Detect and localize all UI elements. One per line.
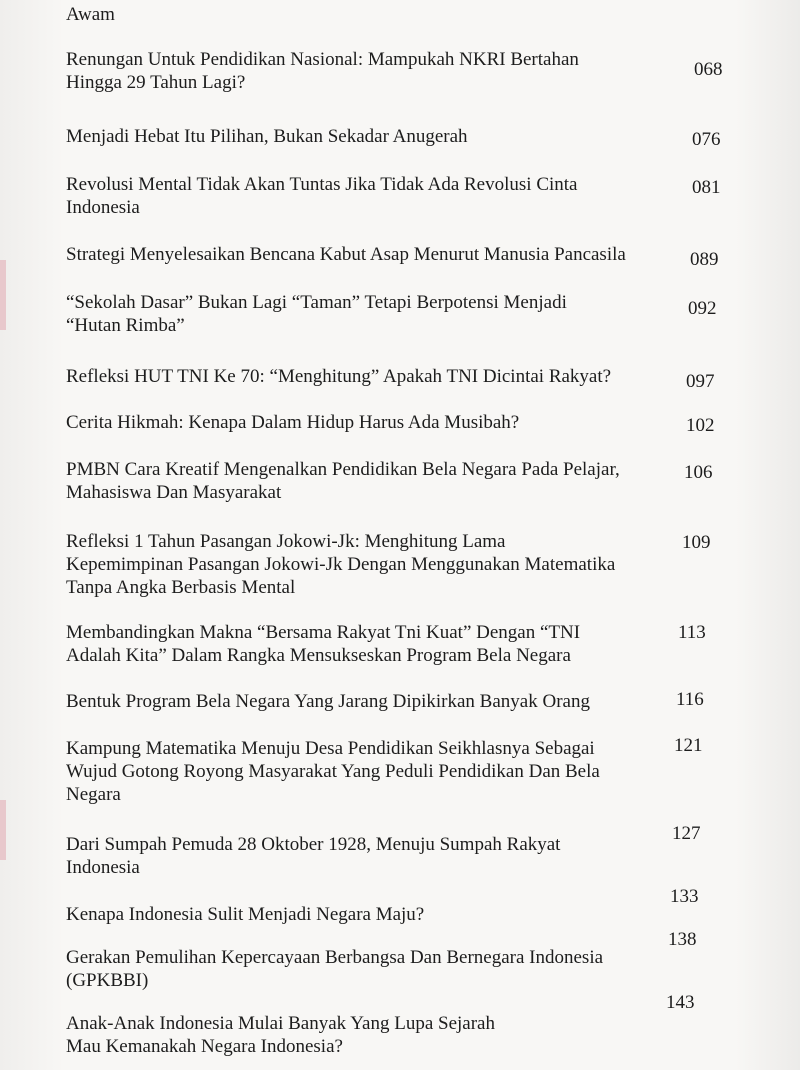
toc-entry — [66, 411, 686, 434]
toc-entry-title: Indonesia — [66, 857, 140, 878]
toc-page-number: 133 — [670, 886, 699, 907]
toc-entry — [66, 365, 686, 388]
toc-entry-title: Revolusi Mental Tidak Akan Tuntas Jika Tidak Ada Revolusi Cinta — [66, 174, 578, 195]
toc-entry-title: Kampung Matematika Menuju Desa Pendidikan Seikhlasnya Sebagai — [66, 738, 595, 759]
toc-page-number: 113 — [678, 622, 706, 643]
toc-entry — [66, 173, 686, 219]
toc-entry-title: Tanpa Angka Berbasis Mental — [66, 577, 296, 598]
toc-page-number: 097 — [686, 371, 715, 392]
toc-entry-title: “Hutan Rimba” — [66, 315, 185, 336]
page-edge-tint — [0, 800, 6, 860]
toc-entry — [66, 458, 686, 504]
toc-page-number: 106 — [684, 462, 713, 483]
toc-entry — [66, 737, 686, 806]
toc-entry-title: PMBN Cara Kreatif Mengenalkan Pendidikan Bela Negara Pada Pelajar, — [66, 459, 620, 480]
toc-page-number: 121 — [674, 735, 703, 756]
toc-entry — [66, 1012, 686, 1058]
toc-entry-title: Strategi Menyelesaikan Bencana Kabut Asap Menurut Manusia Pancasila — [66, 244, 626, 265]
toc-page-number: 081 — [692, 177, 721, 198]
toc-entry — [66, 530, 686, 599]
toc-entry — [66, 125, 686, 148]
toc-entry-title: Adalah Kita” Dalam Rangka Mensukseskan Program Bela Negara — [66, 645, 571, 666]
toc-entry-title: Bentuk Program Bela Negara Yang Jarang Dipikirkan Banyak Orang — [66, 691, 590, 712]
carry-over-line: Awam — [66, 4, 115, 25]
toc-entry-title: Dari Sumpah Pemuda 28 Oktober 1928, Menuju Sumpah Rakyat — [66, 834, 561, 855]
toc-entry-title: Cerita Hikmah: Kenapa Dalam Hidup Harus Ada Musibah? — [66, 412, 520, 433]
toc-entry-title: Anak-Anak Indonesia Mulai Banyak Yang Lupa Sejarah — [66, 1013, 495, 1034]
toc-entry-title: Mahasiswa Dan Masyarakat — [66, 482, 282, 503]
toc-page-number: 143 — [666, 992, 695, 1013]
toc-page-number: 116 — [676, 689, 704, 710]
toc-entry-title: Kenapa Indonesia Sulit Menjadi Negara Maju? — [66, 904, 425, 925]
toc-entry-title: Refleksi 1 Tahun Pasangan Jokowi-Jk: Menghitung Lama — [66, 531, 506, 552]
page-edge-tint — [0, 260, 6, 330]
toc-entry — [66, 48, 686, 94]
toc-entry-title: Gerakan Pemulihan Kepercayaan Berbangsa Dan Bernegara Indonesia — [66, 947, 604, 968]
toc-entry-title: Indonesia — [66, 197, 140, 218]
toc-entry — [66, 946, 686, 992]
toc-page-number: 068 — [694, 59, 723, 80]
toc-page-number: 127 — [672, 823, 701, 844]
toc-page-number: 109 — [682, 532, 711, 553]
toc-entry — [66, 903, 686, 926]
toc-page-number: 076 — [692, 129, 721, 150]
toc-entry-title: Renungan Untuk Pendidikan Nasional: Mampukah NKRI Bertahan — [66, 49, 579, 70]
toc-entry-title: Hingga 29 Tahun Lagi? — [66, 72, 246, 93]
toc-entry-title: Negara — [66, 784, 121, 805]
toc-entry-title: Refleksi HUT TNI Ke 70: “Menghitung” Apakah TNI Dicintai Rakyat? — [66, 366, 612, 387]
toc-page-number: 102 — [686, 415, 715, 436]
toc-page-number: 138 — [668, 929, 697, 950]
toc-entry-title: (GPKBBI) — [66, 970, 149, 991]
toc-entry-title: “Sekolah Dasar” Bukan Lagi “Taman” Tetapi Berpotensi Menjadi — [66, 292, 567, 313]
toc-entry-title: Kepemimpinan Pasangan Jokowi-Jk Dengan Menggunakan Matematika — [66, 554, 616, 575]
toc-entry — [66, 833, 686, 879]
toc-entry-title: Wujud Gotong Royong Masyarakat Yang Peduli Pendidikan Dan Bela — [66, 761, 600, 782]
toc-entry — [66, 621, 686, 667]
toc-entry — [66, 291, 686, 337]
toc-entry-title: Mau Kemanakah Negara Indonesia? — [66, 1036, 343, 1057]
toc-page-number: 092 — [688, 298, 717, 319]
toc-entry-title: Menjadi Hebat Itu Pilihan, Bukan Sekadar Anugerah — [66, 126, 468, 147]
toc-entry — [66, 690, 686, 713]
toc-entry-title: Membandingkan Makna “Bersama Rakyat Tni Kuat” Dengan “TNI — [66, 622, 581, 643]
toc-page-number: 089 — [690, 249, 719, 270]
toc-entry — [66, 243, 686, 266]
